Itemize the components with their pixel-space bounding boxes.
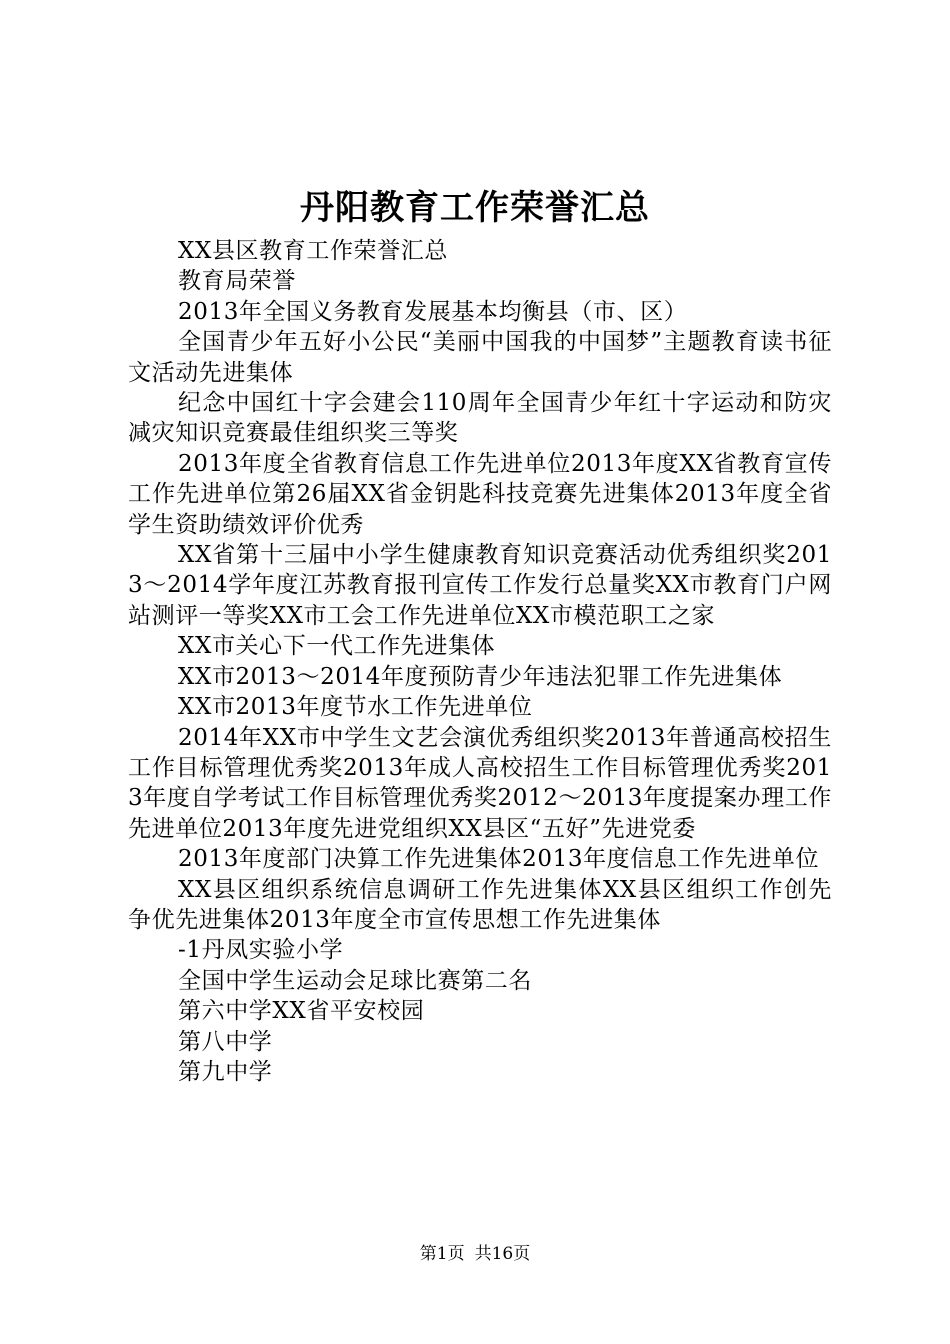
paragraph: XX市2013～2014年度预防青少年违法犯罪工作先进集体 xyxy=(178,663,783,690)
paragraph: 第九中学 xyxy=(178,1058,273,1085)
paragraph: 2013年全国义务教育发展基本均衡县（市、区） xyxy=(178,298,688,325)
paragraph: 第八中学 xyxy=(178,1028,273,1055)
paragraph: 第六中学XX省平安校园 xyxy=(178,998,425,1025)
page-footer xyxy=(0,1243,950,1265)
page-total: 共16页 xyxy=(474,1244,531,1264)
page-number: 第1页 xyxy=(419,1244,465,1264)
paragraph: XX县区教育工作荣誉汇总 xyxy=(178,238,448,264)
paragraph: 全国中学生运动会足球比赛第二名 xyxy=(178,967,532,994)
paragraph: XX市关心下一代工作先进集体 xyxy=(178,633,496,660)
paragraph: XX市2013年度节水工作先进单位 xyxy=(178,694,533,721)
paragraph: 纪念中国红十字会建会110周年全国青少年红十字运动和防灾减灾知识竞赛最佳组织奖三等奖 xyxy=(128,390,832,447)
paragraph: 全国青少年五好小公民“美丽中国我的中国梦”主题教育读书征文活动先进集体 xyxy=(128,329,832,386)
paragraph: XX县区组织系统信息调研工作先进集体XX县区组织工作创先争优先进集体2013年度全市宣传思想工作先进集体 xyxy=(128,876,832,933)
document-body xyxy=(128,236,832,1087)
paragraph: XX省第十三届中小学生健康教育知识竞赛活动优秀组织奖2013～2014学年度江苏教育报刊宣传工作发行总量奖XX市教育门户网站测评一等奖XX市工会工作先进单位XX市模范职工之家 xyxy=(128,542,832,629)
paragraph: 教育局荣誉 xyxy=(178,268,296,295)
paragraph: -1丹凤实验小学 xyxy=(178,937,344,964)
paragraph: 2013年度部门决算工作先进集体2013年度信息工作先进单位 xyxy=(178,846,820,873)
paragraph: 2013年度全省教育信息工作先进单位2013年度XX省教育宣传工作先进单位第26届XX省金钥匙科技竞赛先进集体2013年度全省学生资助绩效评价优秀 xyxy=(128,450,832,538)
paragraph: 2014年XX市中学生文艺会演优秀组织奖2013年普通高校招生工作目标管理优秀奖2013年成人高校招生工作目标管理优秀奖2013年度自学考试工作目标管理优秀奖2012～2013年度提案办理工作先进单位2013年度先进党组织XX县区“五好”先进党委 xyxy=(128,724,832,842)
document-title: 丹阳教育工作荣誉汇总 xyxy=(300,188,650,228)
